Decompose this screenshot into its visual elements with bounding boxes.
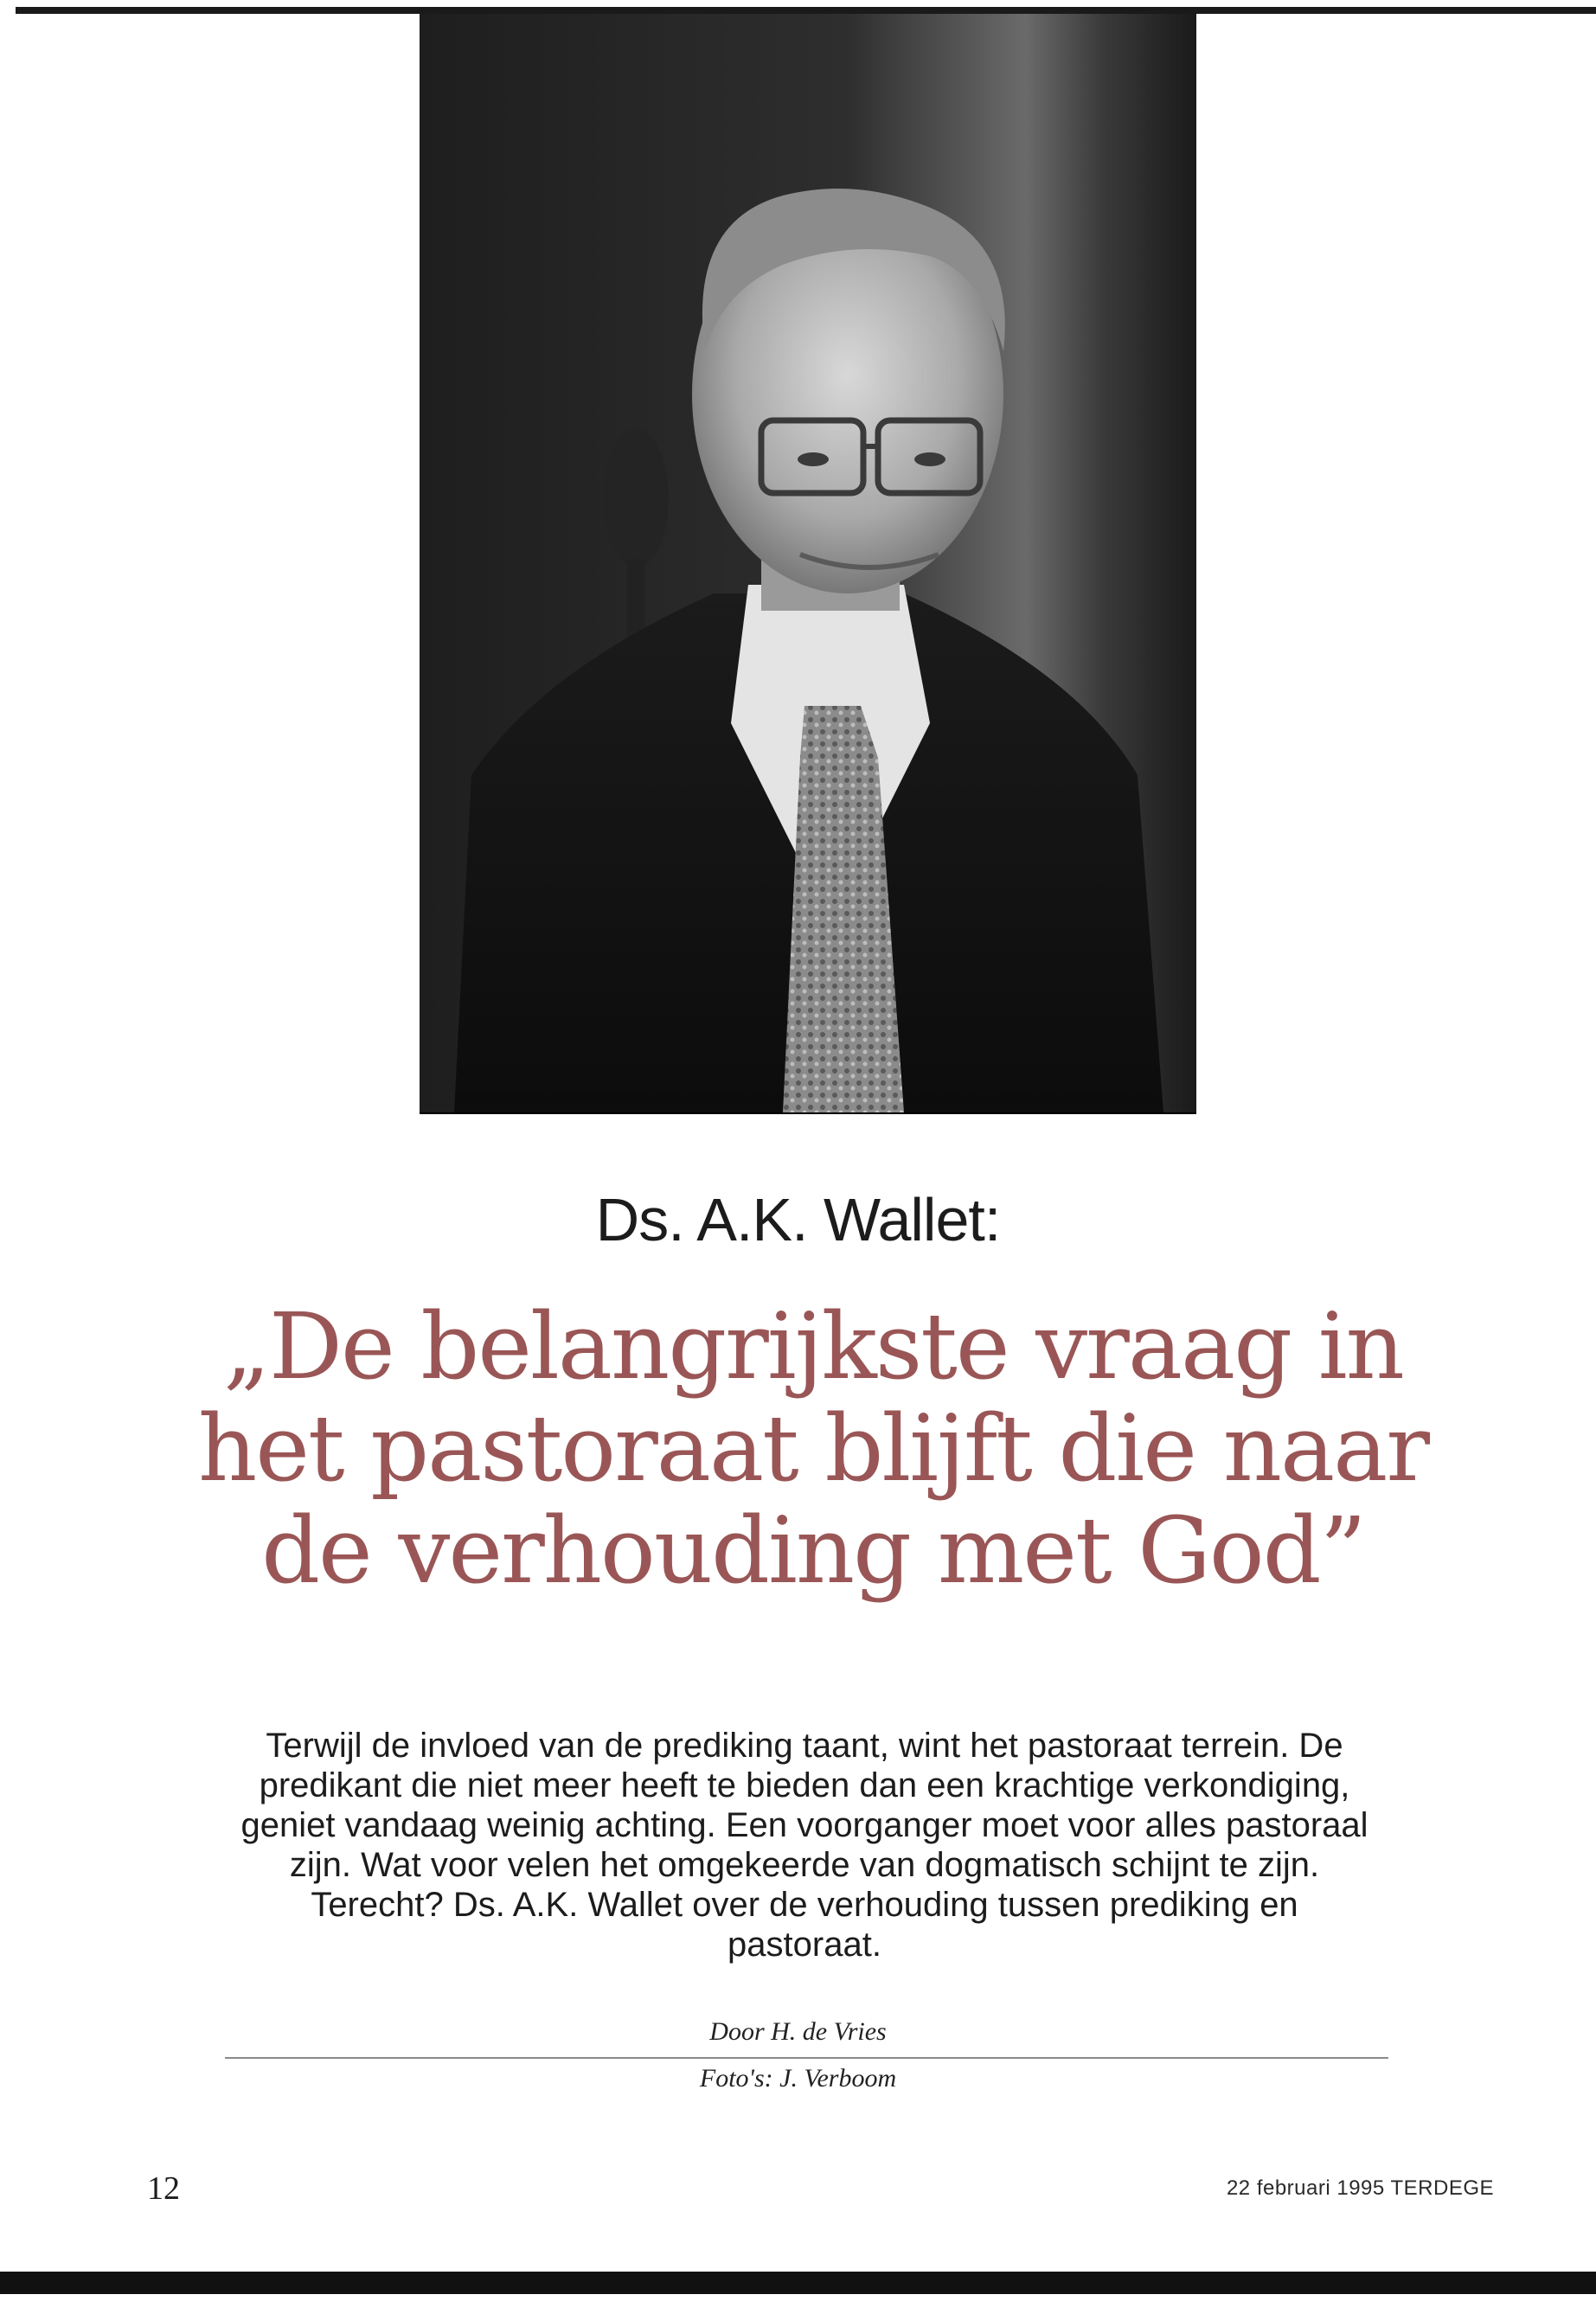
bottom-border-rule (0, 2272, 1596, 2294)
top-border-rule (16, 7, 1596, 14)
footer-issue-date: 22 februari 1995 TERDEGE (1226, 2176, 1494, 2200)
article-intro: Terwijl de invloed van de prediking taant, wint het pastoraat terrein. De predikant die niet meer heeft te bieden dan een krachtige verkondiging, geniet vandaag weinig achting. Een voorganger moet voor alles pastoraal zijn. Wat voor velen het omgekeerde van dogmatisch schijnt te zijn. Terecht? Ds. A.K. Wallet over de verhouding tussen prediking en pastoraat. (240, 1727, 1368, 1964)
portrait-photo-illustration (420, 14, 1196, 1112)
credit-divider (225, 2057, 1388, 2059)
portrait-photo (420, 14, 1196, 1114)
article-headline: „De belangrijkste vraag in het pastoraat blijft die naar de verhouding met God” (197, 1293, 1429, 1604)
photo-credit: Foto's: J. Verboom (699, 2064, 897, 2093)
article-kicker: Ds. A.K. Wallet: (595, 1186, 1001, 1253)
page-number: 12 (147, 2170, 180, 2207)
author-byline: Door H. de Vries (709, 2017, 887, 2046)
